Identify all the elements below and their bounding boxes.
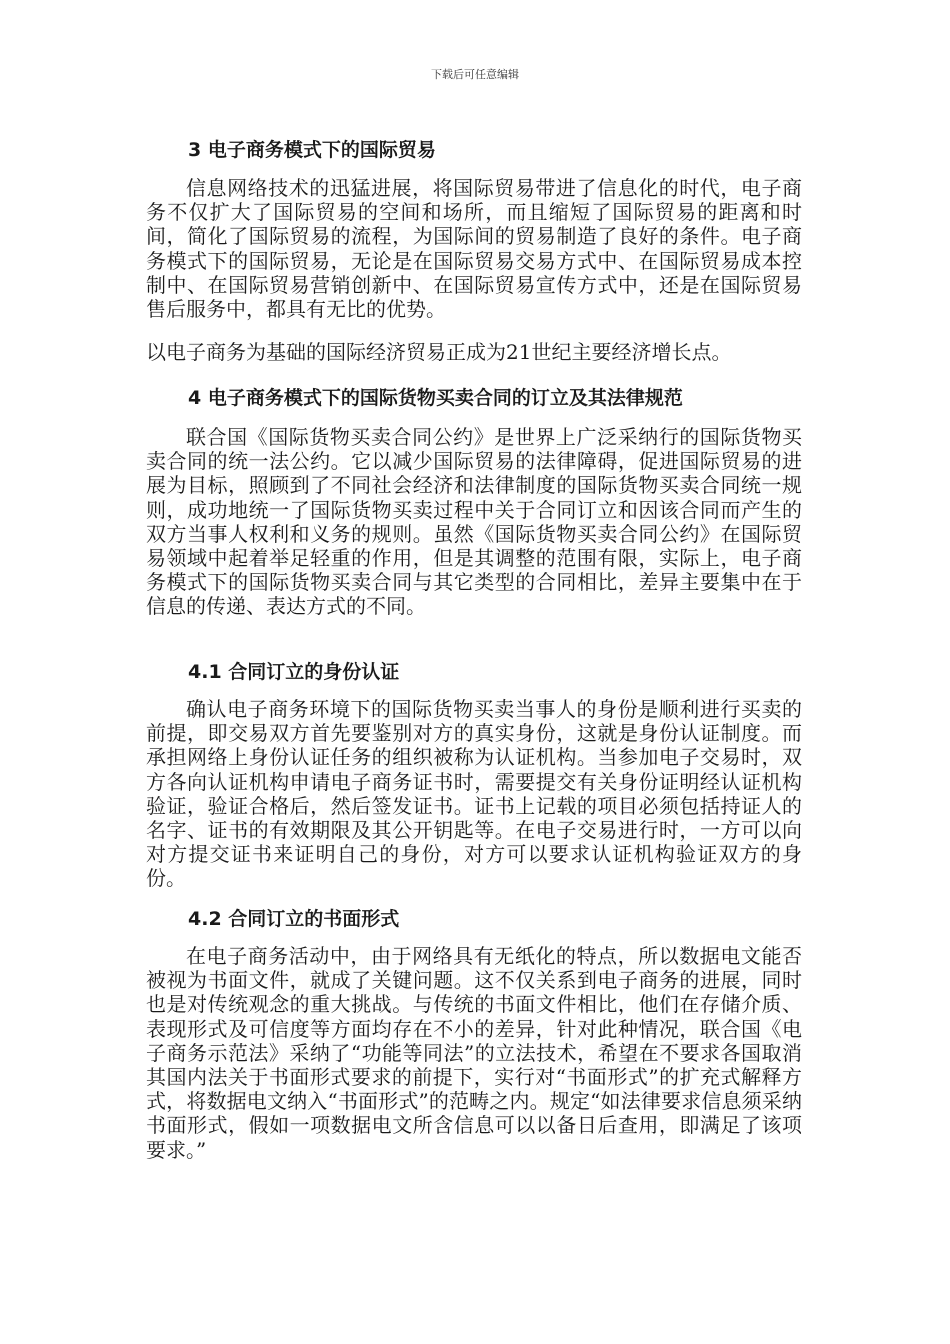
section-4-paragraph-1: 联合国《国际货物买卖合同公约》是世界上广泛采纳行的国际货物买卖合同的统一法公约。它以减少国际贸易的法律障碍，促进国际贸易的进展为目标，照顾到了不同社会经济和法律制度的国际货物买卖合同统一规则，成功地统一了国际货物买卖过程中关于合同订立和因该合同而产生的双方当事人权利和义务的规则。虽然《国际货物买卖合同公约》在国际贸易领域中起着举足轻重的作用，但是其调整的范围有限，实际上，电子商务模式下的国际货物买卖合同与其它类型的合同相比，差异主要集中在于信息的传递、表达方式的不同。: [146, 425, 802, 619]
section-4-2-heading: 4.2 合同订立的书面形式: [188, 908, 400, 930]
section-4-1-paragraph-1: 确认电子商务环境下的国际货物买卖当事人的身份是顺利进行买卖的前提，即交易双方首先要鉴别对方的真实身份，这就是身份认证制度。而承担网络上身份认证任务的组织被称为认证机构。当参加电子交易时，双方各向认证机构申请电子商务证书时，需要提交有关身份证明经认证机构验证，验证合格后，然后签发证书。证书上记载的项目必须包括持证人的名字、证书的有效期限及其公开钥匙等。在电子交易进行时，一方可以向对方提交证书来证明自己的身份，对方可以要求认证机构验证双方的身份。: [146, 697, 802, 891]
section-4-2-paragraph-1: 在电子商务活动中，由于网络具有无纸化的特点，所以数据电文能否被视为书面文件，就成了关键问题。这不仅关系到电子商务的进展，同时也是对传统观念的重大挑战。与传统的书面文件相比，他们在存储介质、表现形式及可信度等方面均存在不小的差异，针对此种情况，联合国《电子商务示范法》采纳了“功能等同法”的立法技术，希望在不要求各国取消其国内法关于书面形式要求的前提下，实行对“书面形式”的扩充式解释方式，将数据电文纳入“书面形式”的范畴之内。规定“如法律要求信息须采纳书面形式，假如一项数据电文所含信息可以以备日后查用，即满足了该项要求。”: [146, 944, 802, 1162]
section-3-paragraph-2: 以电子商务为基础的国际经济贸易正成为21世纪主要经济增长点。: [146, 340, 732, 364]
section-4-1-heading: 4.1 合同订立的身份认证: [188, 661, 400, 683]
section-4-heading: 4 电子商务模式下的国际货物买卖合同的订立及其法律规范: [188, 387, 683, 409]
header-note: 下载后可任意编辑: [431, 68, 519, 81]
section-3-paragraph-1: 信息网络技术的迅猛进展，将国际贸易带进了信息化的时代，电子商务不仅扩大了国际贸易的空间和场所，而且缩短了国际贸易的距离和时间，简化了国际贸易的流程，为国际间的贸易制造了良好的条件。电子商务模式下的国际贸易，无论是在国际贸易交易方式中、在国际贸易成本控制中、在国际贸易营销创新中、在国际贸易宣传方式中，还是在国际贸易售后服务中，都具有无比的优势。: [146, 176, 802, 322]
section-3-heading: 3 电子商务模式下的国际贸易: [188, 139, 436, 161]
